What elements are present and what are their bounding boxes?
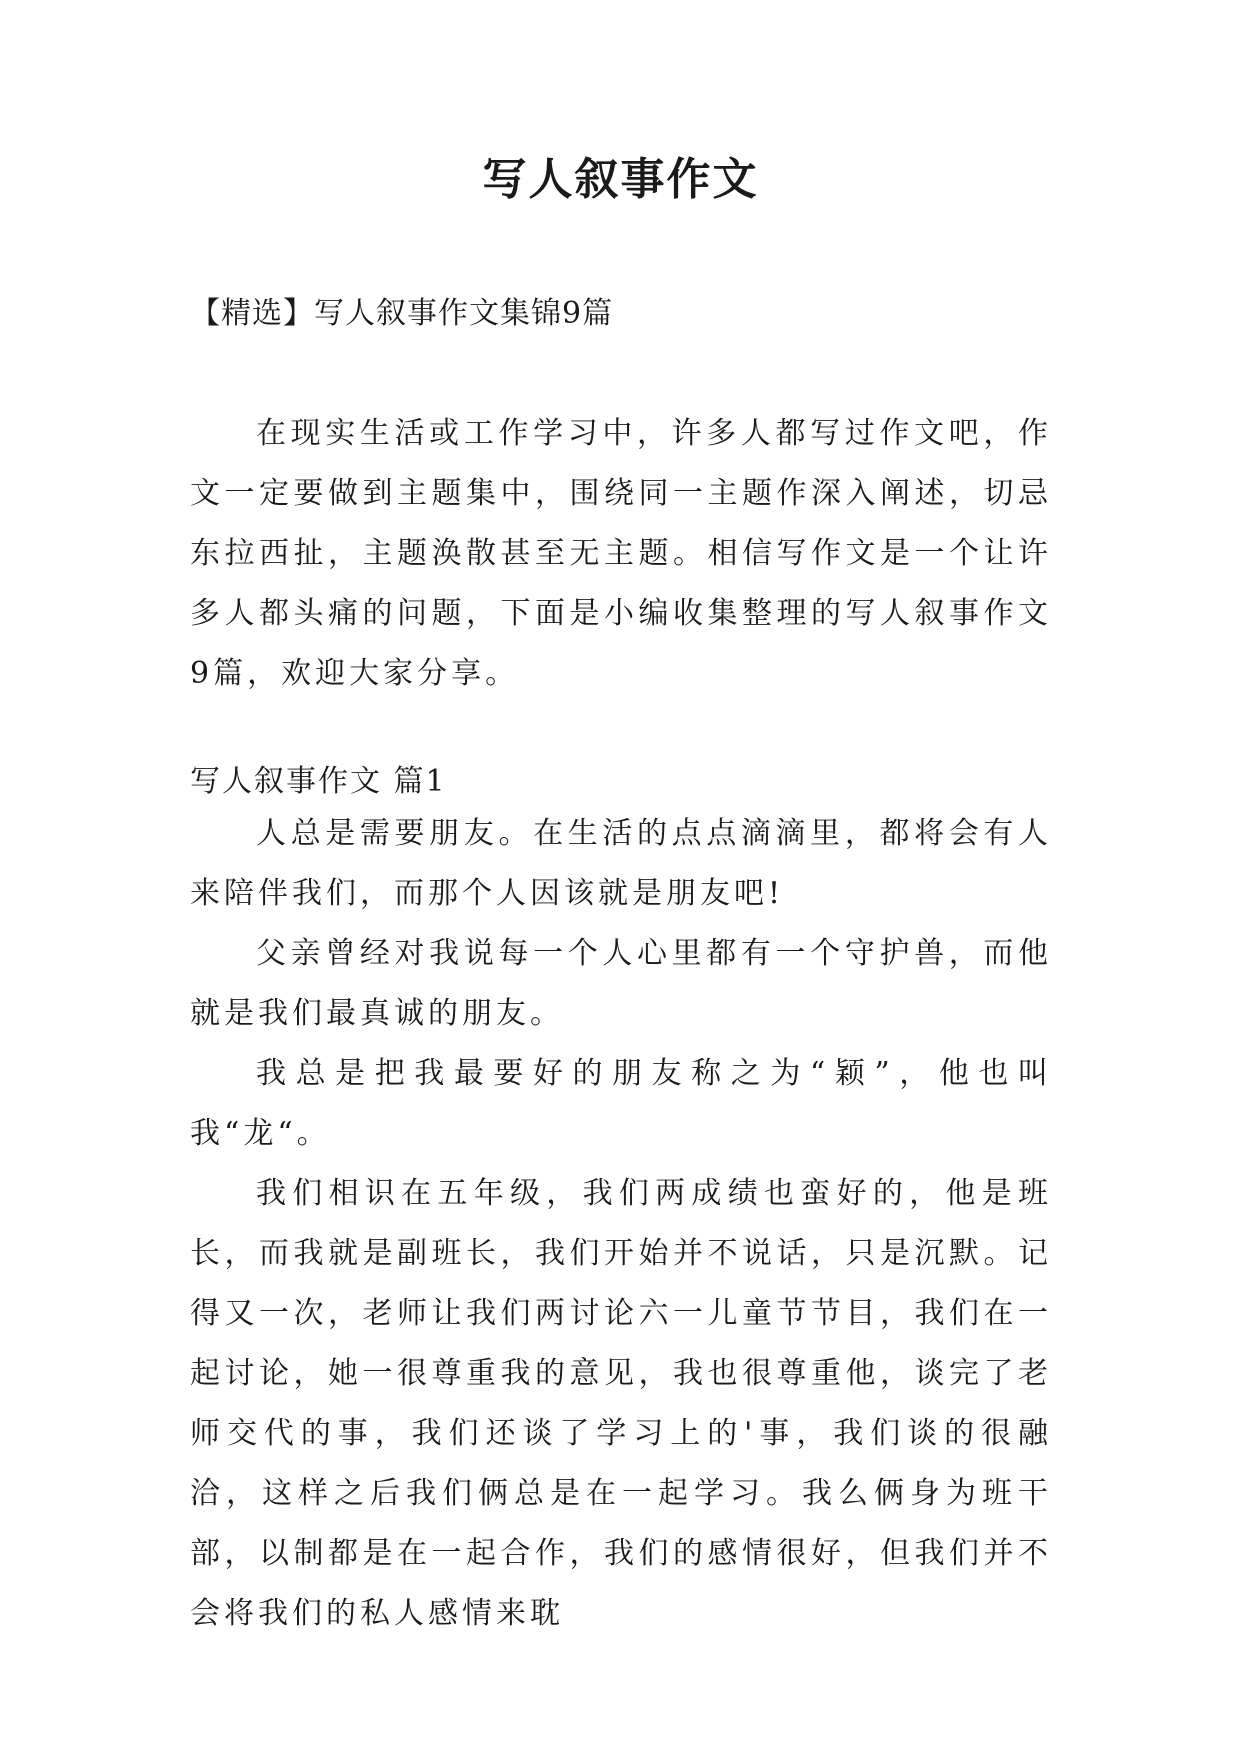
body-paragraph-2: 父亲曾经对我说每一个人心里都有一个守护兽，而他就是我们最真诚的朋友。 xyxy=(190,936,1052,1031)
section-body xyxy=(190,804,1052,1644)
intro-block xyxy=(190,404,1052,704)
body-paragraph-1: 人总是需要朋友。在生活的点点滴滴里，都将会有人来陪伴我们，而那个人因该就是朋友吧! xyxy=(190,816,1052,911)
document-title: 写人叙事作文 xyxy=(482,154,759,205)
body-paragraph-4: 我们相识在五年级，我们两成绩也蛮好的，他是班长，而我就是副班长，我们开始并不说话，只是沉默。记得又一次，老师让我们两讨论六一儿童节节目，我们在一起讨论，她一很尊重我的意见，我也很尊重他，谈完了老师交代的事，我们还谈了学习上的'事，我们谈的很融洽，这样之后我们俩总是在一起学习。我么俩身为班干部，以制都是在一起合作，我们的感情很好，但我们并不会将我们的私人感情来耽 xyxy=(190,1176,1052,1631)
document-subtitle: 【精选】写人叙事作文集锦9篇 xyxy=(190,296,614,331)
intro-paragraph: 在现实生活或工作学习中，许多人都写过作文吧，作文一定要做到主题集中，围绕同一主题作深入阐述，切忌东拉西扯，主题涣散甚至无主题。相信写作文是一个让许多人都头痛的问题，下面是小编收集整理的写人叙事作文9篇，欢迎大家分享。 xyxy=(190,416,1052,691)
body-paragraph-3: 我总是把我最要好的朋友称之为“颖”，他也叫我“龙“。 xyxy=(190,1056,1052,1151)
section-heading: 写人叙事作文 篇1 xyxy=(190,764,447,799)
